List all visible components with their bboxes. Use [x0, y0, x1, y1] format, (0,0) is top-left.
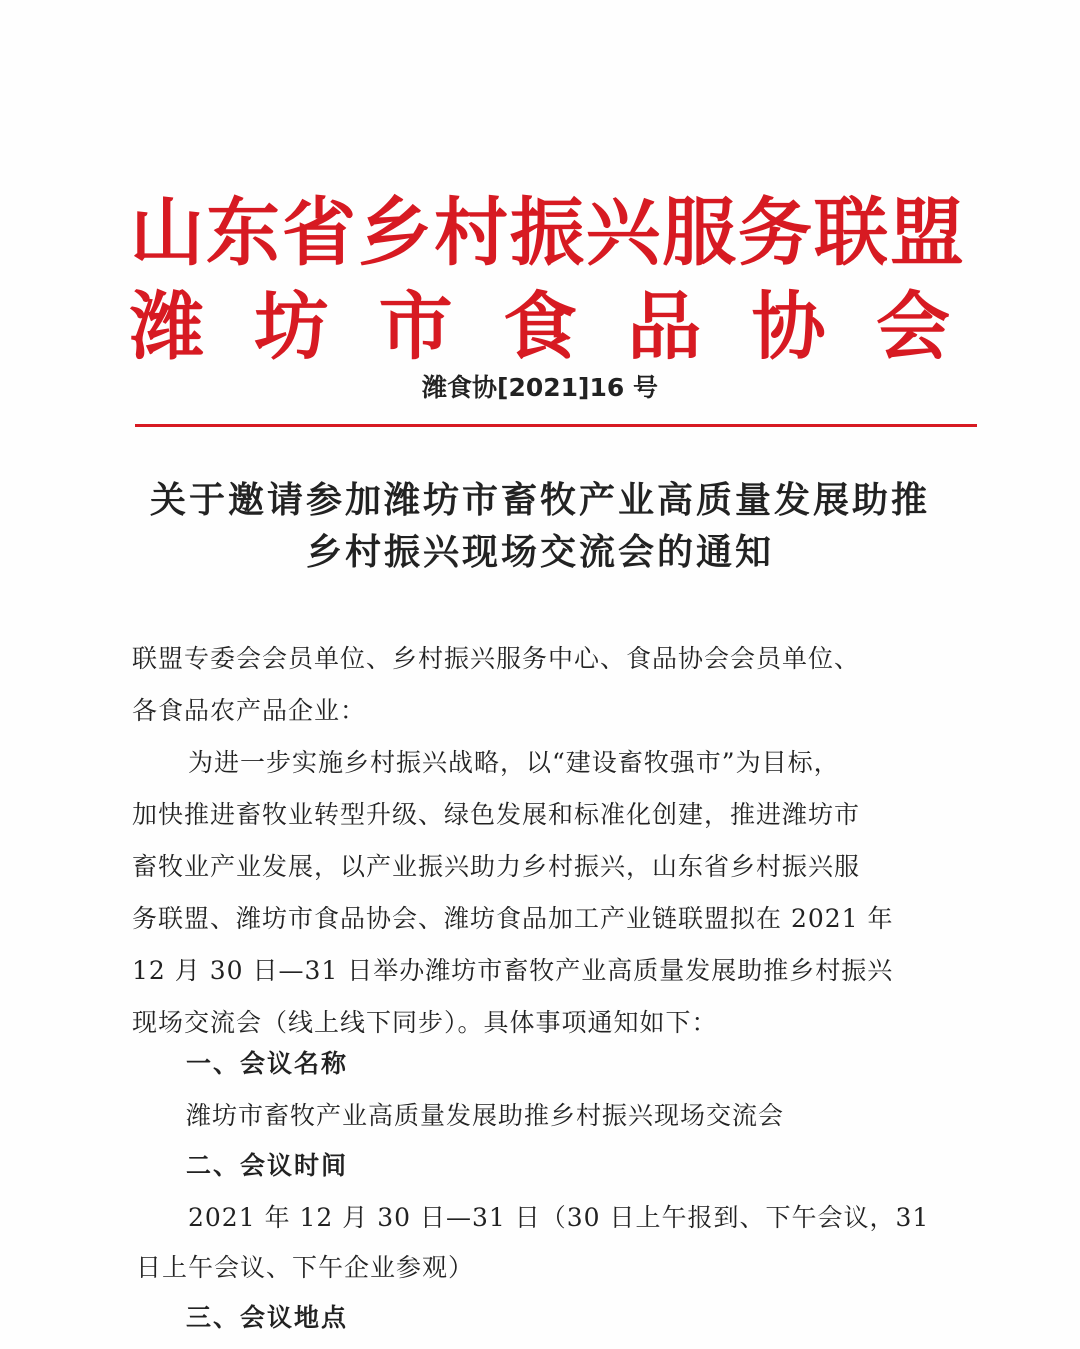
- section-heading-meeting-location: 三、会议地点: [186, 1303, 349, 1332]
- section-heading-meeting-time: 二、会议时间: [186, 1151, 349, 1180]
- paragraph-line: 务联盟、潍坊市食品协会、潍坊食品加工产业链联盟拟在 2021 年: [132, 904, 894, 933]
- org-char: 品: [627, 284, 702, 370]
- org-char: 坊: [254, 284, 329, 370]
- section-heading-meeting-name: 一、会议名称: [186, 1049, 349, 1078]
- org-char: 潍: [130, 284, 204, 370]
- issuing-org-line-1: 山东省乡村振兴服务联盟: [130, 190, 966, 276]
- org-char: 市: [378, 284, 453, 370]
- issuing-org-line-2: [130, 282, 950, 372]
- addressee-line-2: 各食品农产品企业：: [132, 696, 367, 725]
- meeting-name-text: 潍坊市畜牧产业高质量发展助推乡村振兴现场交流会: [186, 1101, 785, 1130]
- notice-title-line-1: 关于邀请参加潍坊市畜牧产业高质量发展助推: [149, 479, 930, 521]
- paragraph-line: 12 月 30 日—31 日举办潍坊市畜牧产业高质量发展助推乡村振兴: [132, 956, 894, 985]
- paragraph-line: 现场交流会（线上线下同步）。具体事项通知如下：: [132, 1008, 718, 1037]
- paragraph-line: 加快推进畜牧业转型升级、绿色发展和标准化创建，推进潍坊市: [132, 800, 861, 829]
- org-char: 会: [875, 284, 950, 370]
- org-char: 食: [502, 284, 577, 370]
- red-divider: [135, 424, 977, 427]
- paragraph-line: 为进一步实施乡村振兴战略，以“建设畜牧强市”为目标，: [188, 748, 840, 777]
- document-number: 潍食协[2021]16 号: [422, 373, 658, 402]
- meeting-time-line-2: 日上午会议、下午企业参观）: [136, 1253, 475, 1282]
- meeting-time-line-1: 2021 年 12 月 30 日—31 日（30 日上午报到、下午会议，31: [188, 1203, 930, 1232]
- notice-title-line-2: 乡村振兴现场交流会的通知: [305, 531, 774, 573]
- org-char: 协: [751, 284, 826, 370]
- addressee-line-1: 联盟专委会会员单位、乡村振兴服务中心、食品协会会员单位、: [132, 644, 861, 673]
- paragraph-line: 畜牧业产业发展，以产业振兴助力乡村振兴，山东省乡村振兴服: [132, 852, 861, 881]
